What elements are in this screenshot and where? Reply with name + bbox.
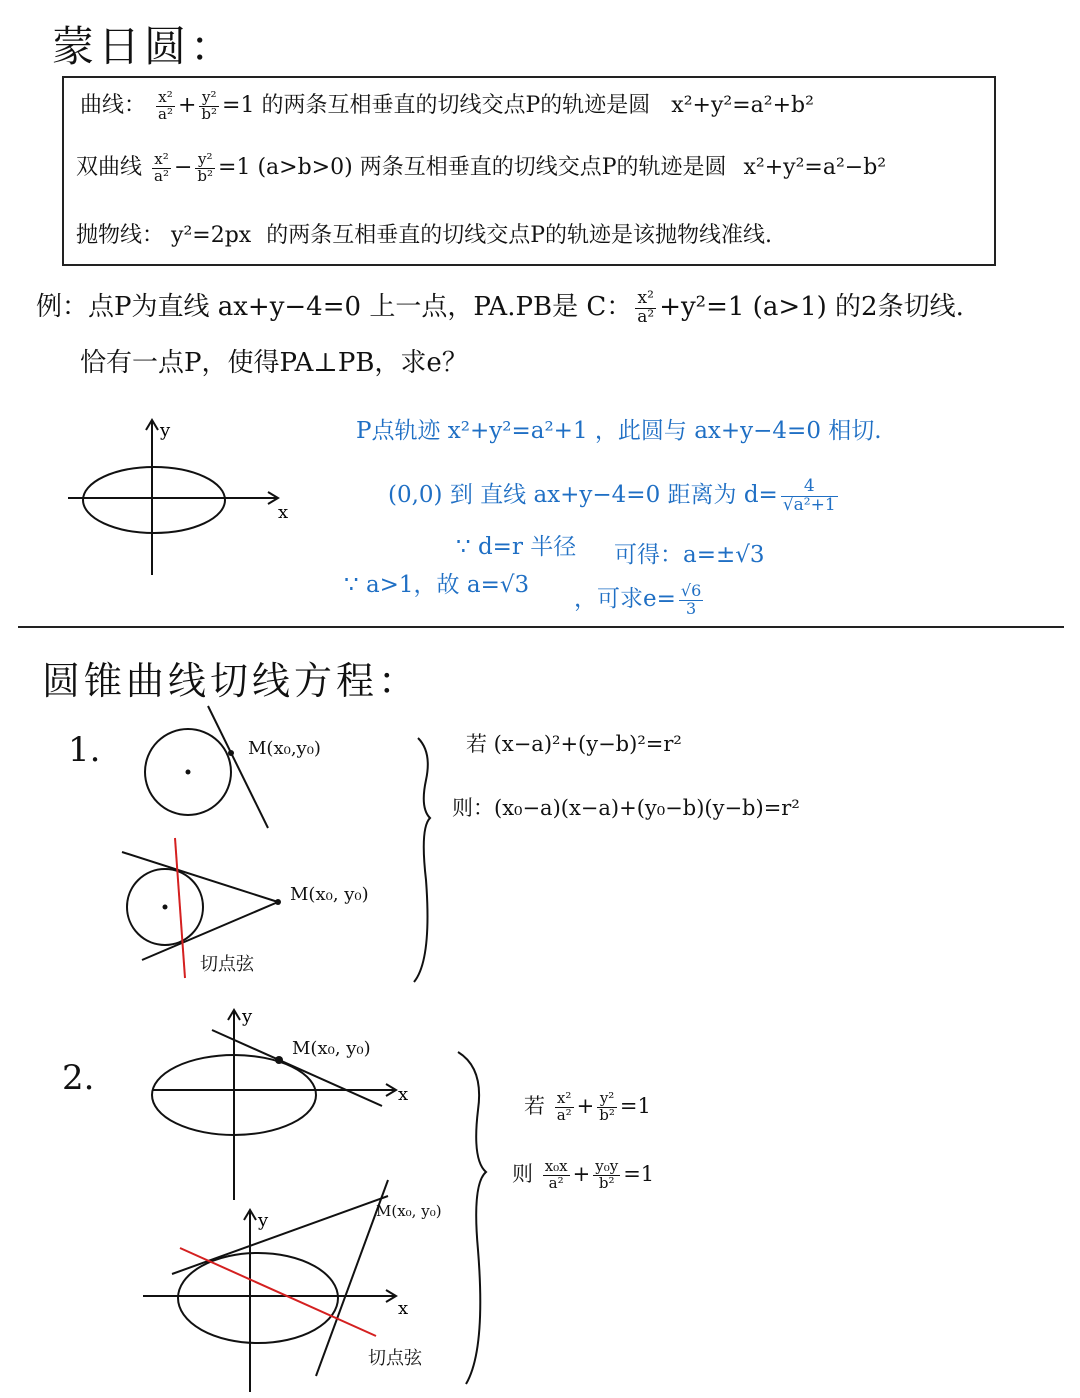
solution-line-3b: 可得：a=±√3 [614,542,765,568]
row-circle-eq: x²+y²=a²+b² [671,93,814,118]
axis-x-label: x [398,1298,409,1319]
example-line-2: 恰有一点P，使得PA⊥PB，求e？ [80,348,468,378]
axis-y-label: y [160,420,171,441]
section-title: 圆锥曲线切线方程： [42,659,421,703]
page-title: 蒙日圆： [52,22,237,71]
case-2-point-label: M(x₀, y₀) [292,1038,371,1059]
axis-y-label: y [258,1210,269,1231]
fraction: $\frac{√6}{3}$ [680,580,702,618]
case-2-chord-label: 切点弦 [368,1348,422,1369]
solution-line-2: (0,0) 到 直线 ax+y−4=0 距离为 d= $\frac{4}{\text{√a²+1}}$ [388,475,836,515]
row-text: 的两条互相垂直的切线交点P的轨迹是该抛物线准线. [266,223,772,248]
row-text: 两条互相垂直的切线交点P的轨迹是圆 [359,155,727,180]
case-1-result: 则：(x₀−a)(x−a)+(y₀−b)(y−b)=r² [452,796,800,820]
axis-y-label: y [242,1006,253,1027]
example-line-1: 例：点P为直线 ax+y−4=0 上一点，PA.PB是 C： $\frac{\text{x²}}{\text{a²}}$ +y²=1 (a>1) 的2条切线. [36,287,964,327]
fraction: $\frac{\text{x²}}{\text{a²}}$ [158,87,173,123]
box-row-hyperbola: 双曲线 $\frac{\text{x²}}{\text{a²}}$ − $\frac{\text{y²}}{\text{b²}}$ =1 (a>b>0) 两条互相垂直的切线交点P的轨迹是圆 x²+y²=a²−b² [76,149,887,185]
case-2-condition: 若 $\frac{\text{x²}}{\text{a²}}$ + $\frac{\text{y²}}{\text{b²}}$ =1 [524,1089,651,1124]
case-2-number: 2. [62,1058,95,1098]
solution-line-4a: ∵ a>1，故 a=√3 [344,572,530,598]
axis-x-label: x [398,1084,409,1105]
box-row-ellipse: 曲线： $\frac{\text{x²}}{\text{a²}}$ + $\frac{\text{y²}}{\text{b²}}$ =1 的两条互相垂直的切线交点P的轨迹是圆 x²+y²=a²+b² [80,87,814,123]
fraction: $\frac{\text{y²}}{\text{b²}}$ [201,87,218,123]
solution-line-1: P点轨迹 x²+y²=a²+1 ，此圆与 ax+y−4=0 相切. [356,418,882,444]
fraction: $\frac{\text{x²}}{\text{a²}}$ [637,287,655,327]
fraction: $\frac{\text{x₀x}}{\text{a²}}$ [544,1157,568,1192]
fraction: $\frac{4}{\text{√a²+1}}$ [782,475,836,515]
case-1-point-label-2: M(x₀, y₀) [290,884,369,905]
row-head: 双曲线 [76,155,143,180]
case-1-point-label: M(x₀,y₀) [248,738,321,759]
fraction: $\frac{\text{y²}}{\text{b²}}$ [197,149,214,185]
row-head: 抛物线： [76,223,165,248]
case-2-point-label-2: M(x₀, y₀) [376,1202,442,1220]
row-equation: y²=2px [171,223,252,248]
case-1-chord-label: 切点弦 [200,954,254,975]
solution-line-4b: ，可求e= $\frac{√6}{3}$ [574,580,702,618]
fraction: $\frac{\text{y²}}{\text{b²}}$ [599,1089,615,1124]
case-1-condition: 若 (x−a)²+(y−b)²=r² [466,732,682,756]
fraction: $\frac{\text{y₀y}}{\text{b²}}$ [595,1157,619,1192]
case-1-number: 1. [68,730,101,770]
row-text: 的两条互相垂直的切线交点P的轨迹是圆 [261,93,651,118]
case-2-result: 则 $\frac{\text{x₀x}}{\text{a²}}$ + $\frac{\text{y₀y}}{\text{b²}}$ =1 [512,1157,655,1192]
solution-line-3a: ∵ d=r 半径 [456,534,577,560]
axis-x-label: x [278,502,289,523]
fraction: $\frac{\text{x²}}{\text{a²}}$ [154,149,169,185]
row-head: 曲线： [80,93,147,118]
row-circle-eq: x²+y²=a²−b² [743,155,887,180]
fraction: $\frac{\text{x²}}{\text{a²}}$ [556,1089,572,1124]
